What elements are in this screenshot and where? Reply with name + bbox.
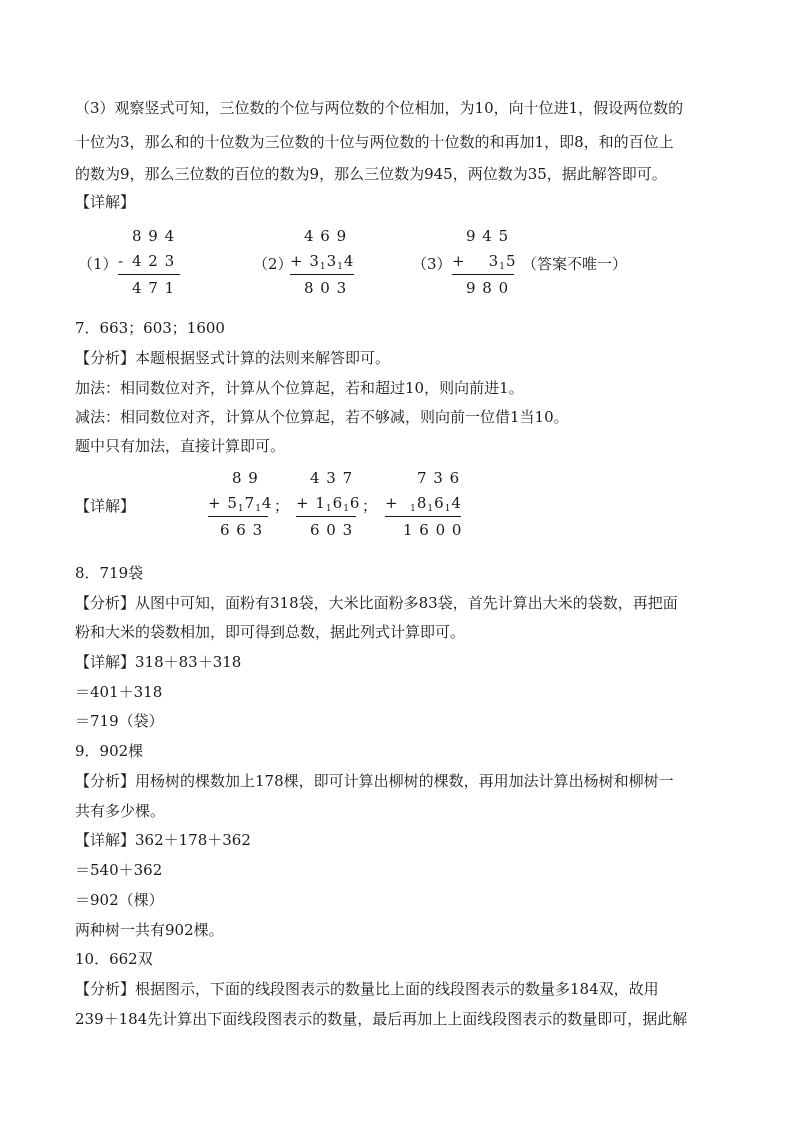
q8-step-1: ＝401＋318 xyxy=(75,683,163,701)
q9-step-1: ＝540＋362 xyxy=(75,861,163,879)
calc-operator: + xyxy=(385,494,399,512)
calc-digit: 5 xyxy=(505,252,517,270)
calc-operator: + xyxy=(296,494,310,512)
calc-bottom: 9 8 0 xyxy=(466,279,510,297)
q10-answer: 10．662双 xyxy=(75,950,153,968)
calc-digit: 4 xyxy=(261,494,273,512)
q7-calc-2 xyxy=(296,468,361,539)
calc-operator: + xyxy=(208,494,222,512)
calc-rule xyxy=(118,274,180,275)
carry-mark: 1 xyxy=(337,262,344,272)
q8-step-2: ＝719（袋） xyxy=(75,712,164,730)
vertical-calc-2 xyxy=(290,226,360,296)
q9-detail: 【详解】362＋178＋362 xyxy=(75,831,251,849)
carry-mark: 1 xyxy=(319,262,327,272)
calc-label-2: （2） xyxy=(253,255,293,273)
q10-analysis-2: 239＋184先计算出下面线段图表示的数量，最后再加上上面线段图表示的数量即可，据此解 xyxy=(75,1010,688,1028)
calc-bottom: 8 0 3 xyxy=(304,279,348,297)
answer-note: （答案不唯一） xyxy=(522,255,628,273)
q7-only-add: 题中只有加法，直接计算即可。 xyxy=(75,437,286,455)
calc-mid: 4 2 3 xyxy=(132,252,176,270)
carry-mark: 1 xyxy=(444,504,452,514)
calc-top: 8 9 xyxy=(232,469,259,487)
q8-detail: 【详解】318＋83＋318 xyxy=(75,653,242,671)
calc-top: 8 9 4 xyxy=(132,227,176,245)
calc-operator: + xyxy=(452,252,466,270)
calc-digit: 5 xyxy=(227,494,238,512)
calc-rule xyxy=(290,274,354,275)
calc-operator: + xyxy=(290,252,304,270)
calc-digit: 8 xyxy=(416,494,428,512)
calc-digit: 3 xyxy=(326,252,338,270)
calc-rule xyxy=(452,274,514,275)
carry-mark: 1 xyxy=(255,504,262,514)
q7-calc-1 xyxy=(208,468,273,539)
calc-rule xyxy=(208,516,268,517)
calc-top: 4 6 9 xyxy=(304,227,348,245)
calc-bottom: 4 7 1 xyxy=(132,279,176,297)
calc-rule xyxy=(296,516,356,517)
calc-bottom: 6 0 3 xyxy=(310,521,354,539)
calc-digit: 3 xyxy=(309,252,320,270)
separator: ； xyxy=(362,497,378,515)
q7-answer: 7．663；603；1600 xyxy=(75,319,225,337)
calc-digit: 6 xyxy=(349,494,361,512)
q8-answer: 8．719袋 xyxy=(75,564,144,582)
carry-mark: 1 xyxy=(499,262,506,272)
q7-sub-rule: 减法：相同数位对齐，计算从个位算起，若不够减，则向前一位借1当10。 xyxy=(75,408,569,426)
q9-analysis-2: 共有多少棵。 xyxy=(75,802,166,820)
carry-mark: 1 xyxy=(410,504,417,514)
note-line-3: 的数为9，那么三位数的百位的数为9，那么三位数为945，两位数为35，据此解答即可。 xyxy=(75,165,667,183)
detail-label: 【详解】 xyxy=(75,193,136,211)
note-line-1: （3）观察竖式可知，三位数的个位与两位数的个位相加，为10，向十位进1，假设两位数的 xyxy=(75,99,684,117)
q7-detail-label: 【详解】 xyxy=(75,497,136,515)
q7-analysis: 【分析】本题根据竖式计算的法则来解答即可。 xyxy=(75,349,391,367)
calc-top: 9 4 5 xyxy=(466,227,510,245)
q8-analysis-2: 粉和大米的袋数相加，即可得到总数，据此列式计算即可。 xyxy=(75,623,466,641)
calc-label-3: （3） xyxy=(412,255,452,273)
q9-conclusion: 两种树一共有902棵。 xyxy=(75,921,224,939)
calc-digit: 4 xyxy=(451,494,462,512)
calc-digit: 6 xyxy=(332,494,344,512)
q7-add-rule: 加法：相同数位对齐，计算从个位算起，若和超过10，则向前进1。 xyxy=(75,379,524,397)
calc-digit: 7 xyxy=(244,494,256,512)
calc-top: 4 3 7 xyxy=(310,469,354,487)
calc-digit: 1 xyxy=(315,494,326,512)
carry-mark: 1 xyxy=(427,504,435,514)
calc-digit: 4 xyxy=(343,252,355,270)
q10-analysis-1: 【分析】根据图示，下面的线段图表示的数量比上面的线段图表示的数量多184双，故用 xyxy=(75,980,659,998)
carry-mark: 1 xyxy=(325,504,333,514)
vertical-calc-3 xyxy=(452,226,522,296)
calc-digit: 3 xyxy=(488,252,500,270)
calc-bottom: 6 6 3 xyxy=(220,521,264,539)
q8-analysis-1: 【分析】从图中可知，面粉有318袋，大米比面粉多83袋，首先计算出大米的袋数，再把面 xyxy=(75,594,678,612)
separator: ； xyxy=(274,497,290,515)
calc-digit: 6 xyxy=(434,494,445,512)
q7-calc-3 xyxy=(385,468,465,538)
carry-mark: 1 xyxy=(237,504,245,514)
note-line-2: 十位为3，那么和的十位数为三位数的十位与两位数的十位数的和再加1，即8，和的百位上 xyxy=(75,133,674,151)
calc-top: 7 3 6 xyxy=(417,469,461,487)
q9-step-2: ＝902（棵） xyxy=(75,891,164,909)
calc-rule xyxy=(385,516,461,517)
carry-mark: 1 xyxy=(343,504,350,514)
q9-analysis-1: 【分析】用杨树的棵数加上178棵，即可计算出柳树的棵数，再用加法计算出杨树和柳树一 xyxy=(75,772,674,790)
vertical-calc-1 xyxy=(118,226,188,296)
calc-label-1: （1） xyxy=(78,255,118,273)
q9-answer: 9．902棵 xyxy=(75,742,144,760)
calc-operator: - xyxy=(118,252,125,270)
calc-bottom: 1 6 0 0 xyxy=(403,521,463,539)
